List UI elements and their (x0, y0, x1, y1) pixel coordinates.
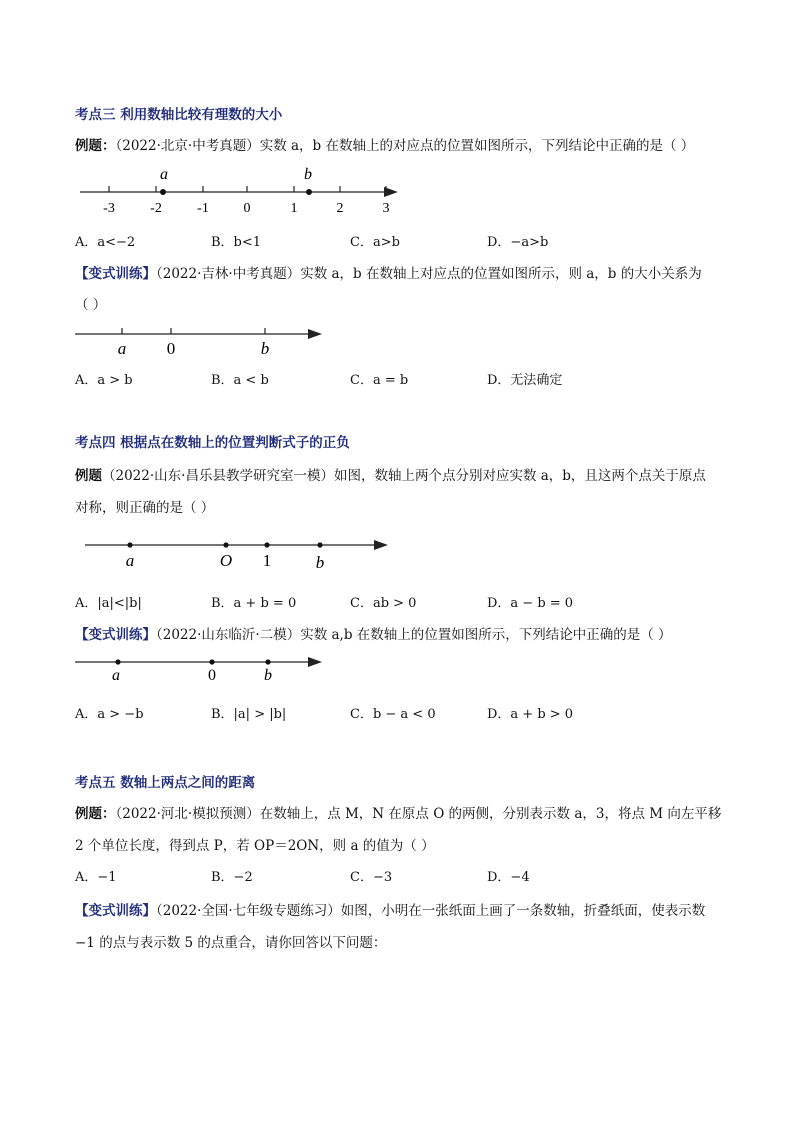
number-line-figure-4 (70, 652, 330, 686)
option-c: C．a>b (350, 235, 400, 250)
option-c: C．−3 (350, 870, 393, 885)
point-zero (209, 659, 214, 664)
label-b: b (260, 339, 270, 358)
option-c: C．b − a < 0 (350, 707, 436, 722)
point-one (264, 542, 269, 547)
tick-label: -1 (197, 201, 209, 216)
example-text: （2022·北京·中考真题）实数 a，b 在数轴上的对应点的位置如图所示，下列结论中正确的是（ ） (115, 138, 695, 154)
point-a (160, 189, 166, 195)
axis-arrow (308, 657, 322, 667)
example-3 (75, 134, 694, 154)
label-a: a (160, 166, 168, 183)
variant-text: （2022·全国·七年级专题练习）如图，小明在一张纸面上画了一条数轴，折叠纸面，使表示数 (156, 903, 706, 919)
variant-4 (75, 623, 672, 643)
point-b (306, 189, 312, 195)
tick-label: -3 (103, 201, 115, 216)
label-one: 1 (262, 551, 272, 570)
point-b (317, 542, 322, 547)
label-o: O (219, 551, 233, 570)
variant-3 (75, 262, 702, 282)
option-c: C．a = b (350, 373, 409, 388)
tick-label: 1 (290, 201, 298, 216)
number-line-figure-1 (70, 160, 410, 222)
option-b: B．b<1 (211, 235, 262, 250)
tick-label: 2 (336, 201, 344, 216)
label-b: b (264, 667, 272, 684)
option-a: A．a > −b (75, 707, 144, 722)
example-label: 例题： (75, 806, 116, 822)
number-line-figure-3 (80, 533, 400, 575)
label-zero: 0 (166, 339, 176, 358)
option-b: B．−2 (211, 870, 253, 885)
label-b: b (304, 166, 312, 183)
label-a: a (125, 551, 135, 570)
variant-text: （2022·吉林·中考真题）实数 a，b 在数轴上对应点的位置如图所示，则 a，b 的大小关系为 (156, 266, 702, 282)
option-b: B．|a| > |b| (211, 707, 287, 722)
number-line-figure-2 (70, 322, 330, 362)
option-a: A．−1 (75, 870, 117, 885)
option-d: D．−a>b (487, 235, 549, 250)
variant-label: 【变式训练】 (75, 903, 156, 919)
option-a: A．|a|<|b| (75, 596, 142, 611)
axis-arrow (308, 329, 322, 339)
option-a: A．a<−2 (75, 235, 136, 250)
point-a (127, 542, 132, 547)
example-label: 例题： (75, 138, 116, 154)
point-b (265, 659, 270, 664)
label-a: a (117, 339, 127, 358)
variant-label: 【变式训练】 (75, 627, 156, 643)
tick-label: 3 (382, 201, 390, 216)
example-5-cont: 2 个单位长度，得到点 P，若 OP＝2ON，则 a 的值为（ ） (75, 838, 435, 854)
example-4 (75, 464, 706, 484)
variant-text: （2022·山东临沂·二模）实数 a,b 在数轴上的位置如图所示，下列结论中正确的是（ ） (156, 627, 672, 643)
example-4-cont: 对称，则正确的是（ ） (75, 500, 215, 516)
option-d: D．a − b = 0 (487, 596, 574, 611)
option-a: A．a > b (75, 373, 133, 388)
axis-arrow (374, 540, 388, 550)
option-d: D．a + b > 0 (487, 707, 574, 722)
variant-5 (75, 899, 705, 919)
section-title-3: 考点三 利用数轴比较有理数的大小 (75, 107, 283, 123)
example-5 (75, 802, 721, 822)
variant-5-cont: −1 的点与表示数 5 的点重合，请你回答以下问题： (75, 935, 387, 951)
point-o (223, 542, 228, 547)
option-b: B．a < b (211, 373, 269, 388)
example-text: （2022·山东·昌乐县教学研究室一模）如图，数轴上两个点分别对应实数 a，b，且这两个点关于原点 (102, 468, 706, 484)
section-title-4: 考点四 根据点在数轴上的位置判断式子的正负 (75, 435, 350, 451)
option-c: C．ab > 0 (350, 596, 417, 611)
example-label: 例题 (75, 468, 102, 484)
tick-label: -2 (150, 201, 162, 216)
option-b: B．a + b = 0 (211, 596, 297, 611)
label-a: a (112, 667, 120, 684)
point-a (115, 659, 120, 664)
example-text: （2022·河北·模拟预测）在数轴上，点 M，N 在原点 O 的两侧，分别表示数 a，3，将点 M 向左平移 (115, 806, 722, 822)
label-b: b (315, 553, 325, 572)
variant-3-cont: （ ） (75, 297, 107, 313)
variant-label: 【变式训练】 (75, 266, 156, 282)
section-title-5: 考点五 数轴上两点之间的距离 (75, 775, 256, 791)
tick-label: 0 (243, 201, 251, 216)
label-zero: 0 (208, 667, 216, 684)
option-d: D．−4 (487, 870, 530, 885)
option-d: D．无法确定 (487, 373, 563, 388)
